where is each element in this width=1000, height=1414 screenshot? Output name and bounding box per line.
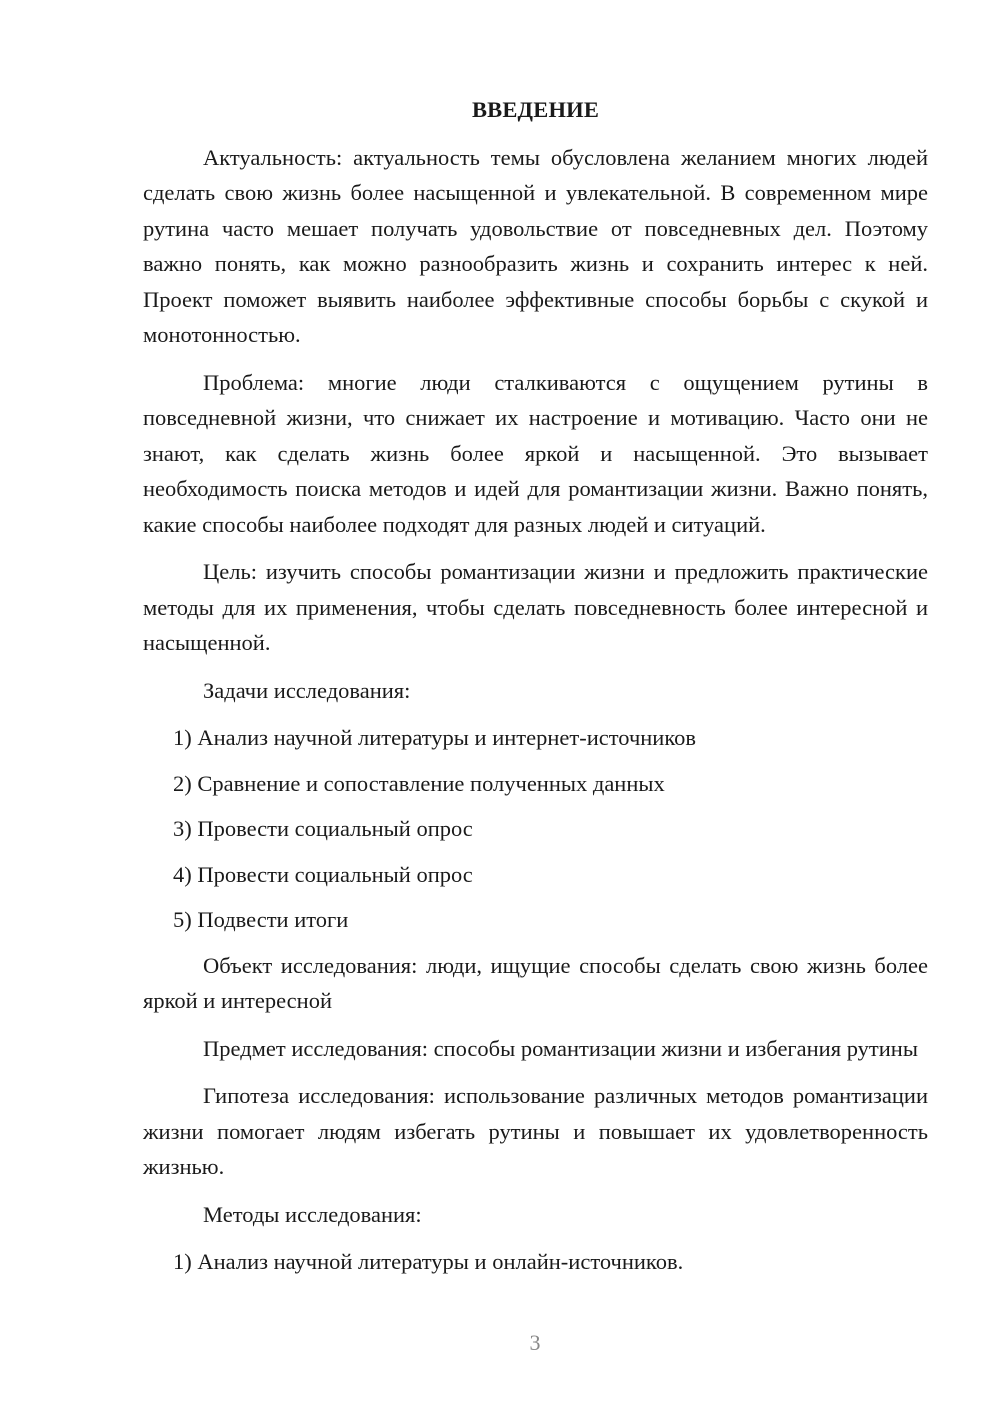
page-number: 3: [529, 1330, 541, 1355]
tasks-heading: Задачи исследования:: [203, 677, 411, 703]
subject-paragraph: Предмет исследования: способы романтизации жизни и избегания рутины: [203, 1035, 918, 1061]
methods-heading: Методы исследования:: [203, 1201, 422, 1227]
list-item: 1) Анализ научной литературы и интернет-источников: [173, 725, 697, 750]
methods-list: [143, 1244, 928, 1280]
list-item: 2) Сравнение и сопоставление полученных данных: [173, 770, 665, 796]
list-item: 5) Подвести итоги: [173, 907, 349, 932]
list-item: 1) Анализ научной литературы и онлайн-источников.: [173, 1249, 684, 1274]
document-page: [143, 92, 928, 1280]
page-title: ВВЕДЕНИЕ: [471, 97, 600, 122]
relevance-paragraph: Актуальность: актуальность темы обусловлена желанием многих людей сделать свою жизнь более насыщенной и увлекательной. В современном мире рутина часто мешает получать удовольствие от повседневных дел. Поэтому важно понять, как можно разнообразить жизнь и сохранить интерес к ней. Проект поможет выявить наиболее эффективные способы борьбы с скукой и монотонностью.: [143, 144, 928, 347]
object-paragraph: Объект исследования: люди, ищущие способы сделать свою жизнь более яркой и интересной: [143, 952, 928, 1013]
list-item: 3) Провести социальный опрос: [173, 816, 473, 841]
hypothesis-paragraph: Гипотеза исследования: использование различных методов романтизации жизни помогает людям избегать рутины и повышает их удовлетворенность жизнью.: [143, 1083, 928, 1179]
goal-paragraph: Цель: изучить способы романтизации жизни и предложить практические методы для их применения, чтобы сделать повседневность более интересной и насыщенной.: [143, 559, 928, 655]
problem-paragraph: Проблема: многие люди сталкиваются с ощущением рутины в повседневной жизни, что снижает их настроение и мотивацию. Часто они не знают, как сделать жизнь более яркой и насыщенной. Это вызывает необходимость поиска методов и идей для романтизации жизни. Важно понять, какие способы наиболее подходят для разных людей и ситуаций.: [143, 369, 928, 537]
list-item: 4) Провести социальный опрос: [173, 861, 473, 887]
tasks-list: [143, 720, 928, 938]
